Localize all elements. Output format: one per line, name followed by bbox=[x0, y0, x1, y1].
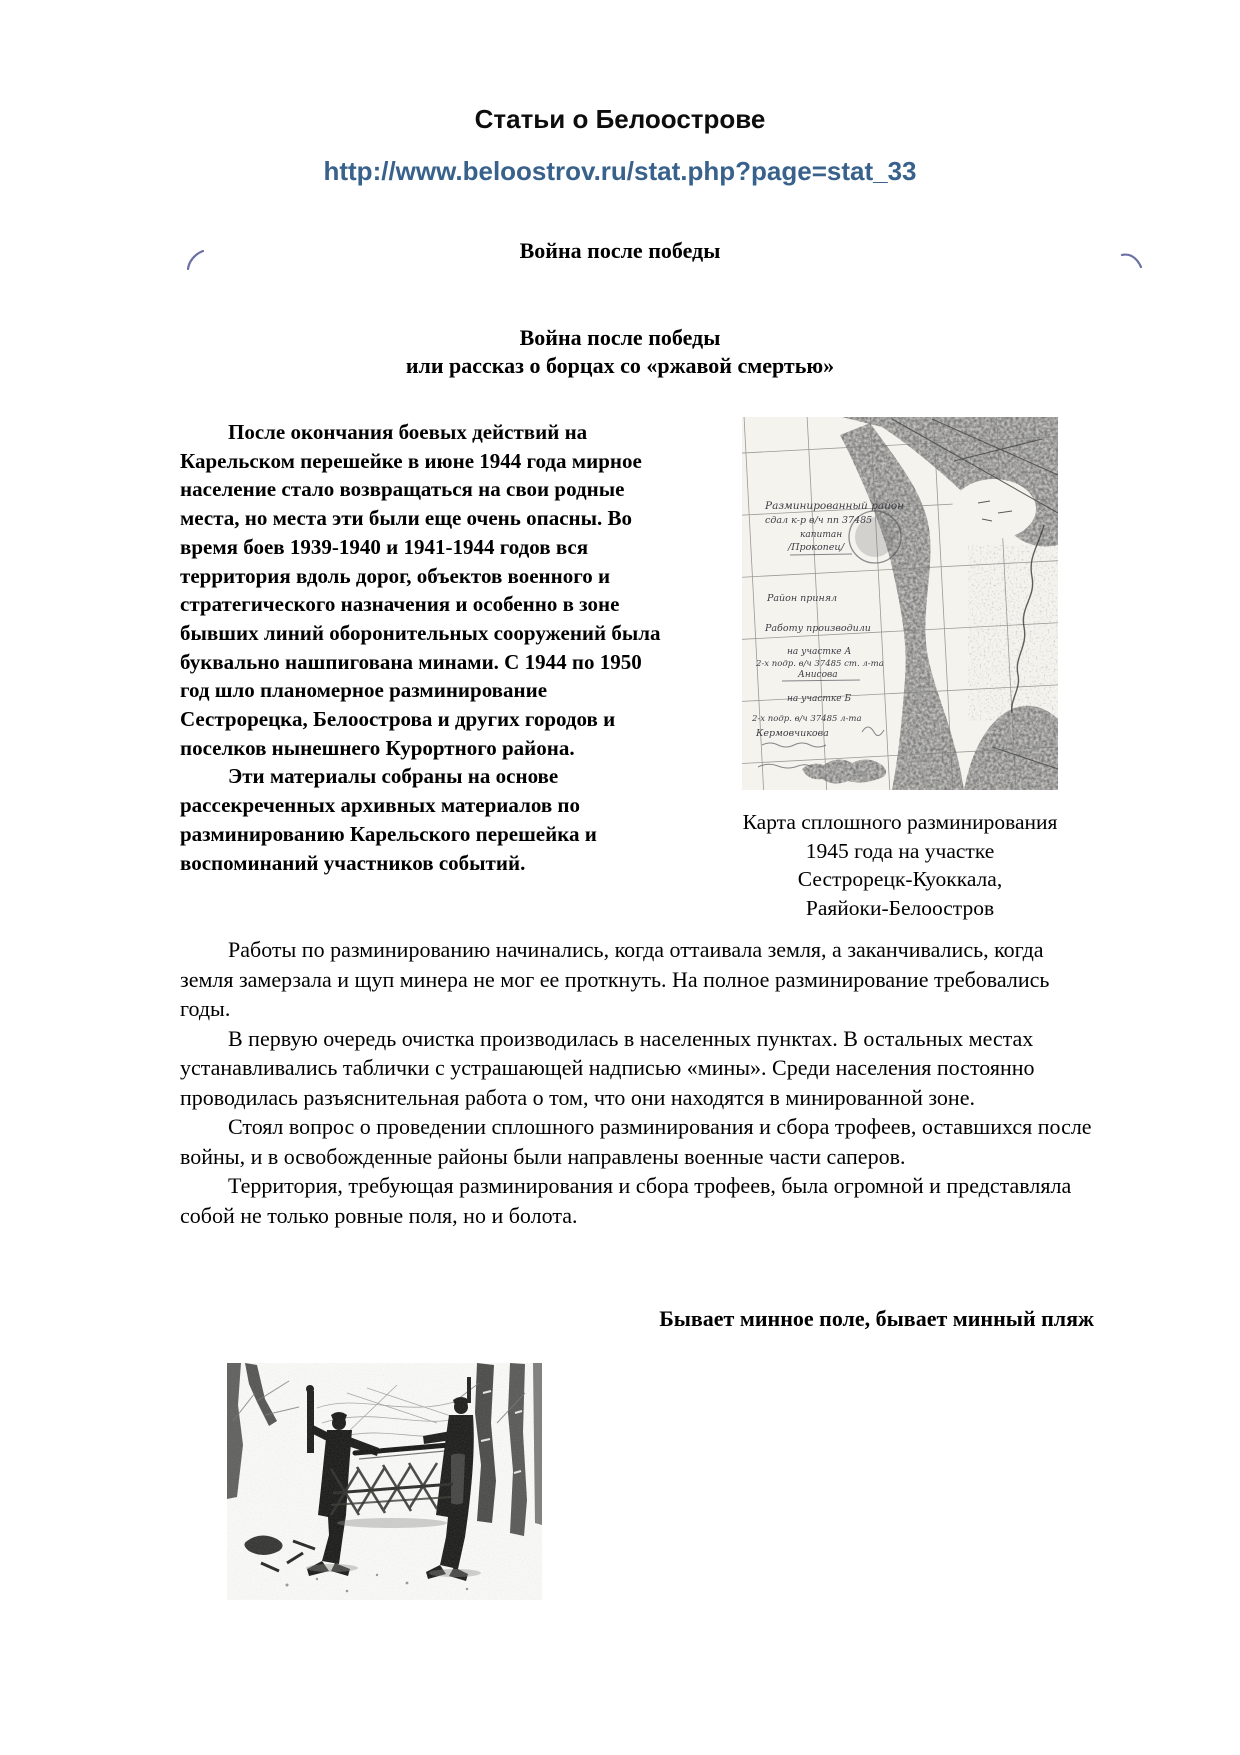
map-annotation: 2-х подр. в/ч 37485 л-та bbox=[752, 714, 862, 724]
section-subheading: Бывает минное поле, бывает минный пляж bbox=[659, 1306, 1094, 1331]
map-annotation: сдал к-р в/ч пп 37485 bbox=[765, 515, 873, 526]
body-paragraph: Стоял вопрос о проведении сплошного разминирования и сбора трофеев, оставшихся после войны, и в освобожденные районы были направлены военные части саперов. bbox=[180, 1114, 1092, 1169]
lead-paragraph: После окончания боевых действий на Карельском перешейке в июне 1944 года мирное население стало возвращаться на свои родные места, но места эти были еще очень опасны. Во время боев 1939-1940 и 1941-1944 годов вся территория вдоль дорог, объектов военного и стратегического назначения и особенно в зоне бывших линий оборонительных сооружений была буквально нашпигована минами. С 1944 по 1950 год шло планомерное разминирование Сестрорецка, Белоострова и других городов и поселков нынешнего Курортного района. bbox=[180, 420, 661, 760]
body-paragraph: Территория, требующая разминирования и сбора трофеев, была огромной и представляла собой не только ровные поля, но и болота. bbox=[180, 1173, 1072, 1228]
map-figure bbox=[700, 417, 1100, 922]
map-annotation: на участке А bbox=[787, 647, 852, 657]
map-annotation: капитан bbox=[800, 530, 843, 540]
map-caption-line: Раяйоки-Белоостров bbox=[805, 895, 995, 920]
map-caption-line: 1945 года на участке bbox=[805, 838, 995, 863]
map-caption-line: Карта сплошного разминирования bbox=[742, 810, 1058, 834]
map-annotation: Разминированный район bbox=[765, 500, 905, 512]
article-title-line1: Война после победы bbox=[519, 325, 721, 350]
ornament-arc-left-icon bbox=[185, 249, 207, 271]
map-annotation: Работу производили bbox=[765, 623, 871, 634]
ornament-arc-right-icon bbox=[1120, 250, 1144, 270]
article-url-link[interactable]: http://www.beloostrov.ru/stat.php?page=stat_33 bbox=[323, 156, 917, 186]
map-annotation: Анисова bbox=[798, 670, 838, 680]
article-title bbox=[0, 324, 1240, 380]
lead-paragraph: Эти материалы собраны на основе рассекреченных архивных материалов по разминированию Карельского перешейка и воспоминаний участников событий. bbox=[180, 764, 597, 875]
sappers-photo-image bbox=[227, 1363, 542, 1600]
map-caption-line: Сестрорецк-Куоккала, bbox=[797, 867, 1003, 891]
lead-column bbox=[180, 418, 674, 877]
body-paragraph: Работы по разминированию начинались, когда оттаивала земля, а заканчивались, когда земля замерзала и щуп минера не мог ее проткнуть. На полное разминирование требовались годы. bbox=[180, 937, 1050, 1021]
demining-map-image bbox=[742, 417, 1058, 790]
map-annotation: /Прокопец/ bbox=[788, 542, 845, 553]
article-title-line2: или рассказ о борцах со «ржавой смертью» bbox=[405, 353, 835, 378]
article-body bbox=[180, 935, 1094, 1230]
page-title: Статьи о Белоострове bbox=[474, 104, 766, 134]
map-annotation: Район принял bbox=[767, 593, 838, 604]
map-annotation: 2-х подр. в/ч 37485 ст. л-та bbox=[756, 659, 884, 669]
body-paragraph: В первую очередь очистка производилась в населенных пунктах. В остальных местах устанавливались таблички с устрашающей надписью «мины». Среди населения постоянно проводилась разъяснительная работа о том, что они находятся в минированной зоне. bbox=[180, 1025, 1035, 1110]
map-annotation: на участке Б bbox=[787, 694, 852, 704]
running-header: Война после победы bbox=[519, 238, 721, 263]
map-caption bbox=[700, 808, 1100, 922]
map-annotation: Кермовчикова bbox=[756, 728, 829, 739]
